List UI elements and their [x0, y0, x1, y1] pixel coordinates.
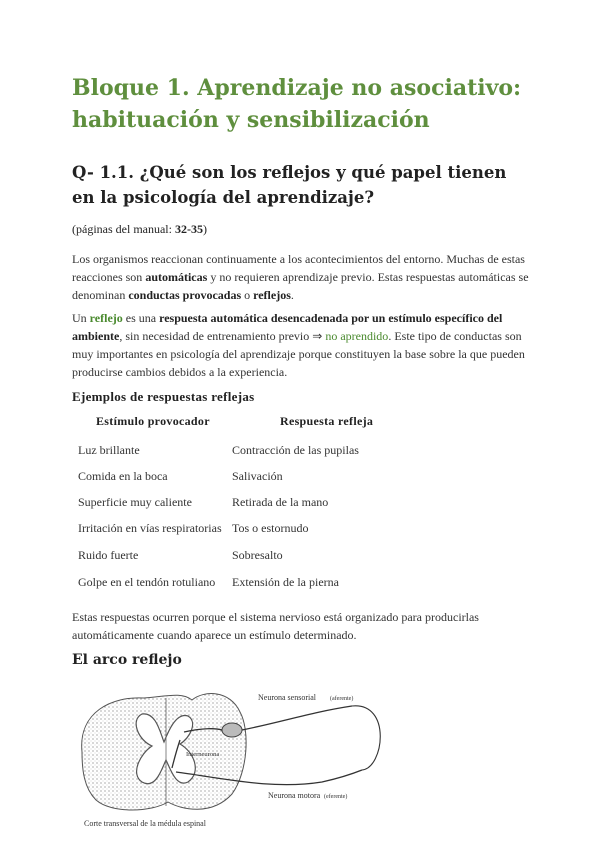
- label-interneuron: Interneurona: [186, 751, 220, 758]
- dorsal-root-ganglion-icon: [222, 723, 242, 737]
- table-cell: Contracción de las pupilas: [232, 443, 359, 457]
- table-cell: Golpe en el tendón rotuliano: [78, 575, 216, 589]
- table-cell: Extensión de la pierna: [232, 575, 339, 589]
- label-motor-neuron: Neurona motora: [268, 791, 321, 800]
- pages-reference: (páginas del manual: 32-35): [72, 222, 207, 236]
- examples-heading: Ejemplos de respuestas reflejas: [72, 389, 255, 404]
- label-sensory-note: (aferente): [330, 696, 354, 702]
- table-cell: Retirada de la mano: [232, 495, 329, 509]
- paragraph-conclusion: Estas respuestas ocurren porque el sistema nervioso está organizado para producirlas automáticamente cuando aparece un estímulo determinado.: [72, 610, 479, 642]
- table-header-response: Respuesta refleja: [280, 414, 374, 428]
- label-sensory-neuron: Neurona sensorial: [258, 693, 316, 702]
- paragraph-definition: Un reflejo es una respuesta automática desencadenada por un estímulo específico del ambiente, sin necesidad de entrenamiento previo ⇒ no aprendido. Este tipo de conductas son muy importantes en psicología del aprendizaje porque constituyen la base sobre la que pueden producirse cambios debidos a la experiencia.: [72, 311, 525, 379]
- table-cell: Sobresalto: [232, 548, 283, 562]
- table-header-stimulus: Estímulo provocador: [96, 414, 210, 428]
- table-cell: Superficie muy caliente: [78, 495, 192, 509]
- table-cell: Tos o estornudo: [232, 521, 309, 535]
- label-motor-note: (eferente): [324, 794, 348, 800]
- table-cell: Comida en la boca: [78, 469, 168, 483]
- table-cell: Luz brillante: [78, 443, 140, 457]
- arc-heading: El arco reflejo: [72, 652, 182, 668]
- table-cell: Irritación en vías respiratorias: [78, 521, 222, 535]
- table-cell: Ruido fuerte: [78, 548, 139, 562]
- effector-loop-path: [352, 706, 380, 770]
- paragraph-intro: Los organismos reaccionan continuamente a los acontecimientos del entorno. Muchas de estas reacciones son automáticas y no requieren aprendizaje previo. Estas respuestas automáticas se denominan conductas provocadas o reflejos.: [72, 252, 529, 302]
- page-title: Bloque 1. Aprendizaje no asociativo: habituación y sensibilización: [72, 75, 522, 133]
- table-cell: Salivación: [232, 469, 283, 483]
- reflex-arc-figure: [72, 682, 392, 832]
- question-heading: Q- 1.1. ¿Qué son los reflejos y qué papel tienen en la psicología del aprendizaje?: [72, 163, 507, 207]
- figure-caption: Corte transversal de la médula espinal: [84, 819, 206, 828]
